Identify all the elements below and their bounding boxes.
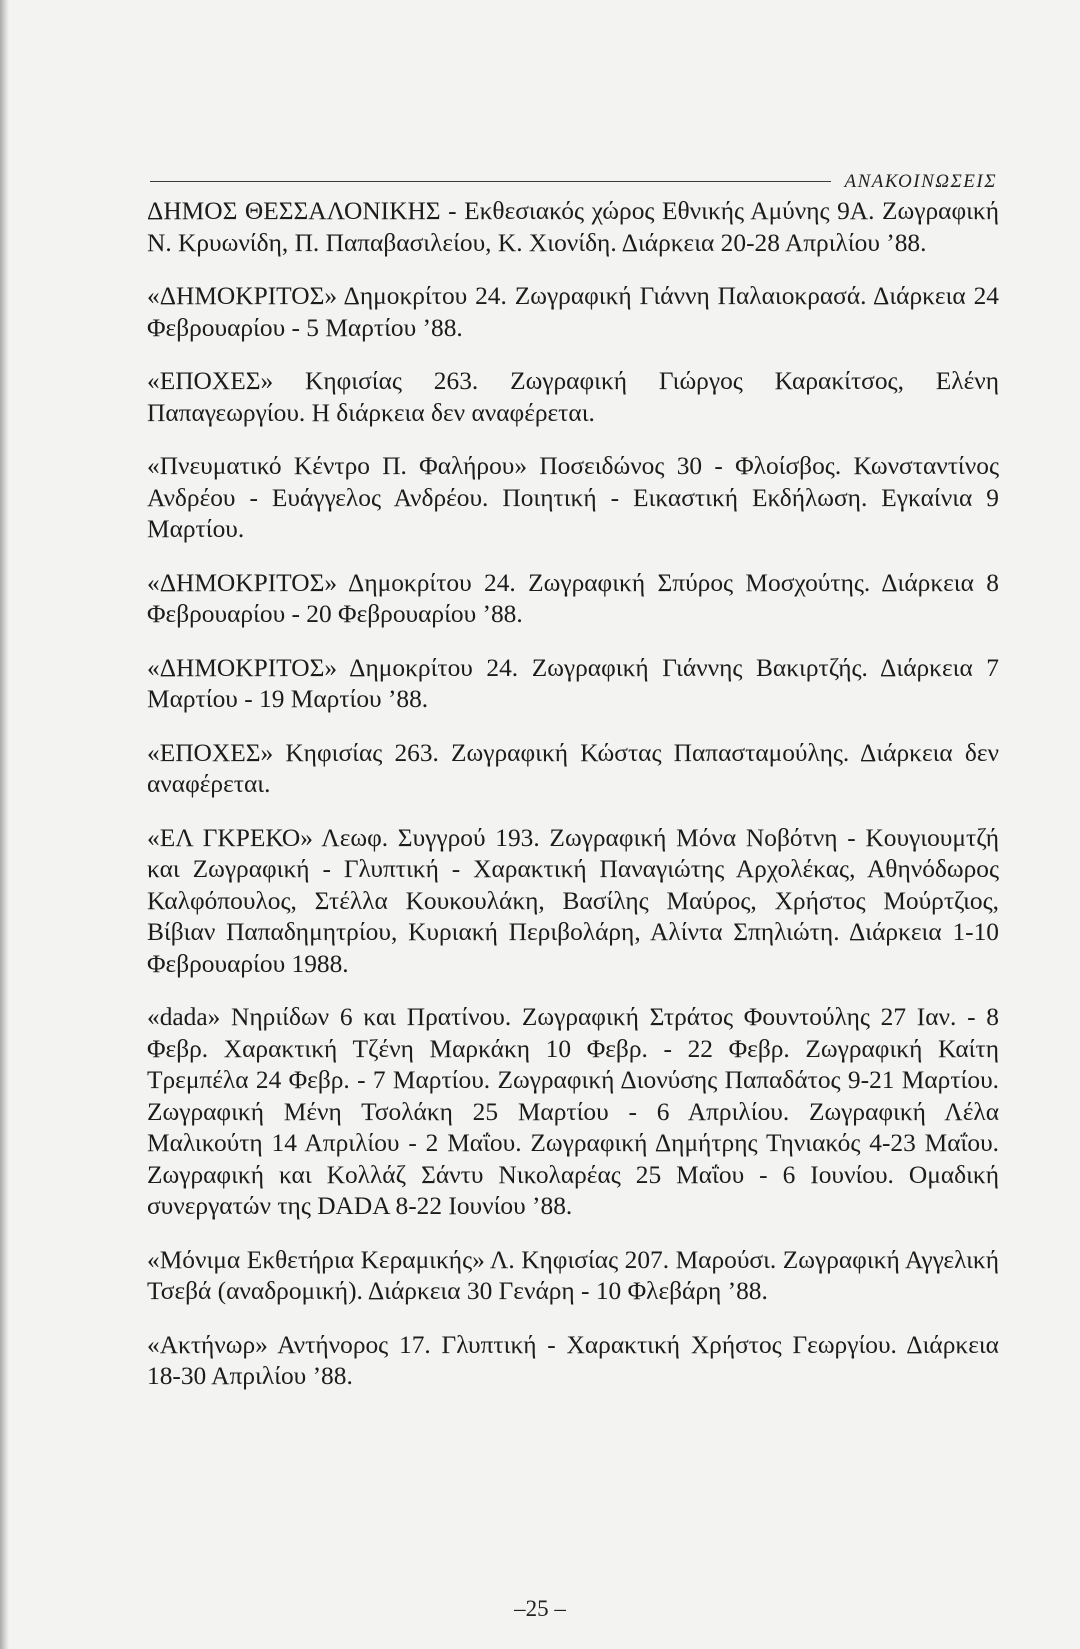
section-title: ΑΝΑΚΟΙΝΩΣΕΙΣ [844,171,997,192]
announcement-entry: «Πνευματικό Κέντρο Π. Φαλήρου» Ποσειδώνος 30 - Φλοίσβος. Κωνσταντίνος Ανδρέου - Ευάγγελος Ανδρέου. Ποιητική - Εικαστική Εκδήλωση. Εγκαίνια 9 Μαρτίου. [147,452,999,543]
announcement-entry: «ΕΠΟΧΕΣ» Κηφισίας 263. Ζωγραφική Κώστας Παπασταμούλης. Διάρκεια δεν αναφέρεται. [147,738,999,798]
announcement-entry: ΔΗΜΟΣ ΘΕΣΣΑΛΟΝΙΚΗΣ - Εκθεσιακός χώρος Εθνικής Αμύνης 9Α. Ζωγραφική Ν. Κρυωνίδη, Π. Παπαβασιλείου, Κ. Χιονίδη. Διάρκεια 20-28 Απριλίου ’88. [147,197,999,257]
announcement-entry: «ΔΗΜΟΚΡΙΤΟΣ» Δημοκρίτου 24. Ζωγραφική Σπύρος Μοσχούτης. Διάρκεια 8 Φεβρουαρίου - 20 Φεβρουαρίου ’88. [147,568,999,628]
running-header [150,163,997,193]
announcements-list [147,196,999,1415]
page-number: –25 – [514,1596,566,1621]
announcement-entry: «ΔΗΜΟΚΡΙΤΟΣ» Δημοκρίτου 24. Ζωγραφική Γιάννης Βακιρτζής. Διάρκεια 7 Μαρτίου - 19 Μαρτίου ’88. [147,653,999,713]
announcement-entry: «Ακτήνωρ» Αντήνορος 17. Γλυπτική - Χαρακτική Χρήστος Γεωργίου. Διάρκεια 18-30 Απριλίου ’88. [147,1330,999,1390]
announcement-entry: «Μόνιμα Εκθετήρια Κεραμικής» Λ. Κηφισίας 207. Μαρούσι. Ζωγραφική Αγγελική Τσεβά (αναδρομική). Διάρκεια 30 Γενάρη - 10 Φλεβάρη ’88. [147,1245,999,1305]
page-edge-shadow [0,0,9,1649]
announcement-entry: «ΕΛ ΓΚΡΕΚΟ» Λεωφ. Συγγρού 193. Ζωγραφική Μόνα Νοβότνη - Κουγιουμτζή και Ζωγραφική - Γλυπτική - Χαρακτική Παναγιώτης Αρχολέκας, Αθηνόδωρος Καλφόπουλος, Στέλλα Κουκουλάκη, Βασίλης Μαύρος, Χρήστος Μούρτζιος, Βίβιαν Παπαδημητρίου, Κυριακή Περιβολάρη, Αλίντα Σπηλιώτη. Διάρκεια 1-10 Φεβρουαρίου 1988. [147,823,999,978]
announcement-entry: «dada» Νηριίδων 6 και Πρατίνου. Ζωγραφική Στράτος Φουντούλης 27 Ιαν. - 8 Φεβρ. Χαρακτική Τζένη Μαρκάκη 10 Φεβρ. - 22 Φεβρ. Ζωγραφική Καίτη Τρεμπέλα 24 Φεβρ. - 7 Μαρτίου. Ζωγραφική Διονύσης Παπαδάτος 9-21 Μαρτίου. Ζωγραφική Μένη Τσολάκη 25 Μαρτίου - 6 Απριλίου. Ζωγραφική Λέλα Μαλικούτη 14 Απριλίου - 2 Μαΐου. Ζωγραφική Δημήτρης Τηνιακός 4-23 Μαΐου. Ζωγραφική και Κολλάζ Σάντυ Νικολαρέας 25 Μαΐου - 6 Ιουνίου. Ομαδική συνεργατών της DADA 8-22 Ιουνίου ’88. [147,1003,999,1220]
header-rule [150,181,831,182]
announcement-entry: «ΕΠΟΧΕΣ» Κηφισίας 263. Ζωγραφική Γιώργος Καρακίτσος, Ελένη Παπαγεωργίου. Η διάρκεια δεν αναφέρεται. [147,367,999,427]
announcement-entry: «ΔΗΜΟΚΡΙΤΟΣ» Δημοκρίτου 24. Ζωγραφική Γιάννη Παλαιοκρασά. Διάρκεια 24 Φεβρουαρίου - 5 Μαρτίου ’88. [147,282,999,342]
